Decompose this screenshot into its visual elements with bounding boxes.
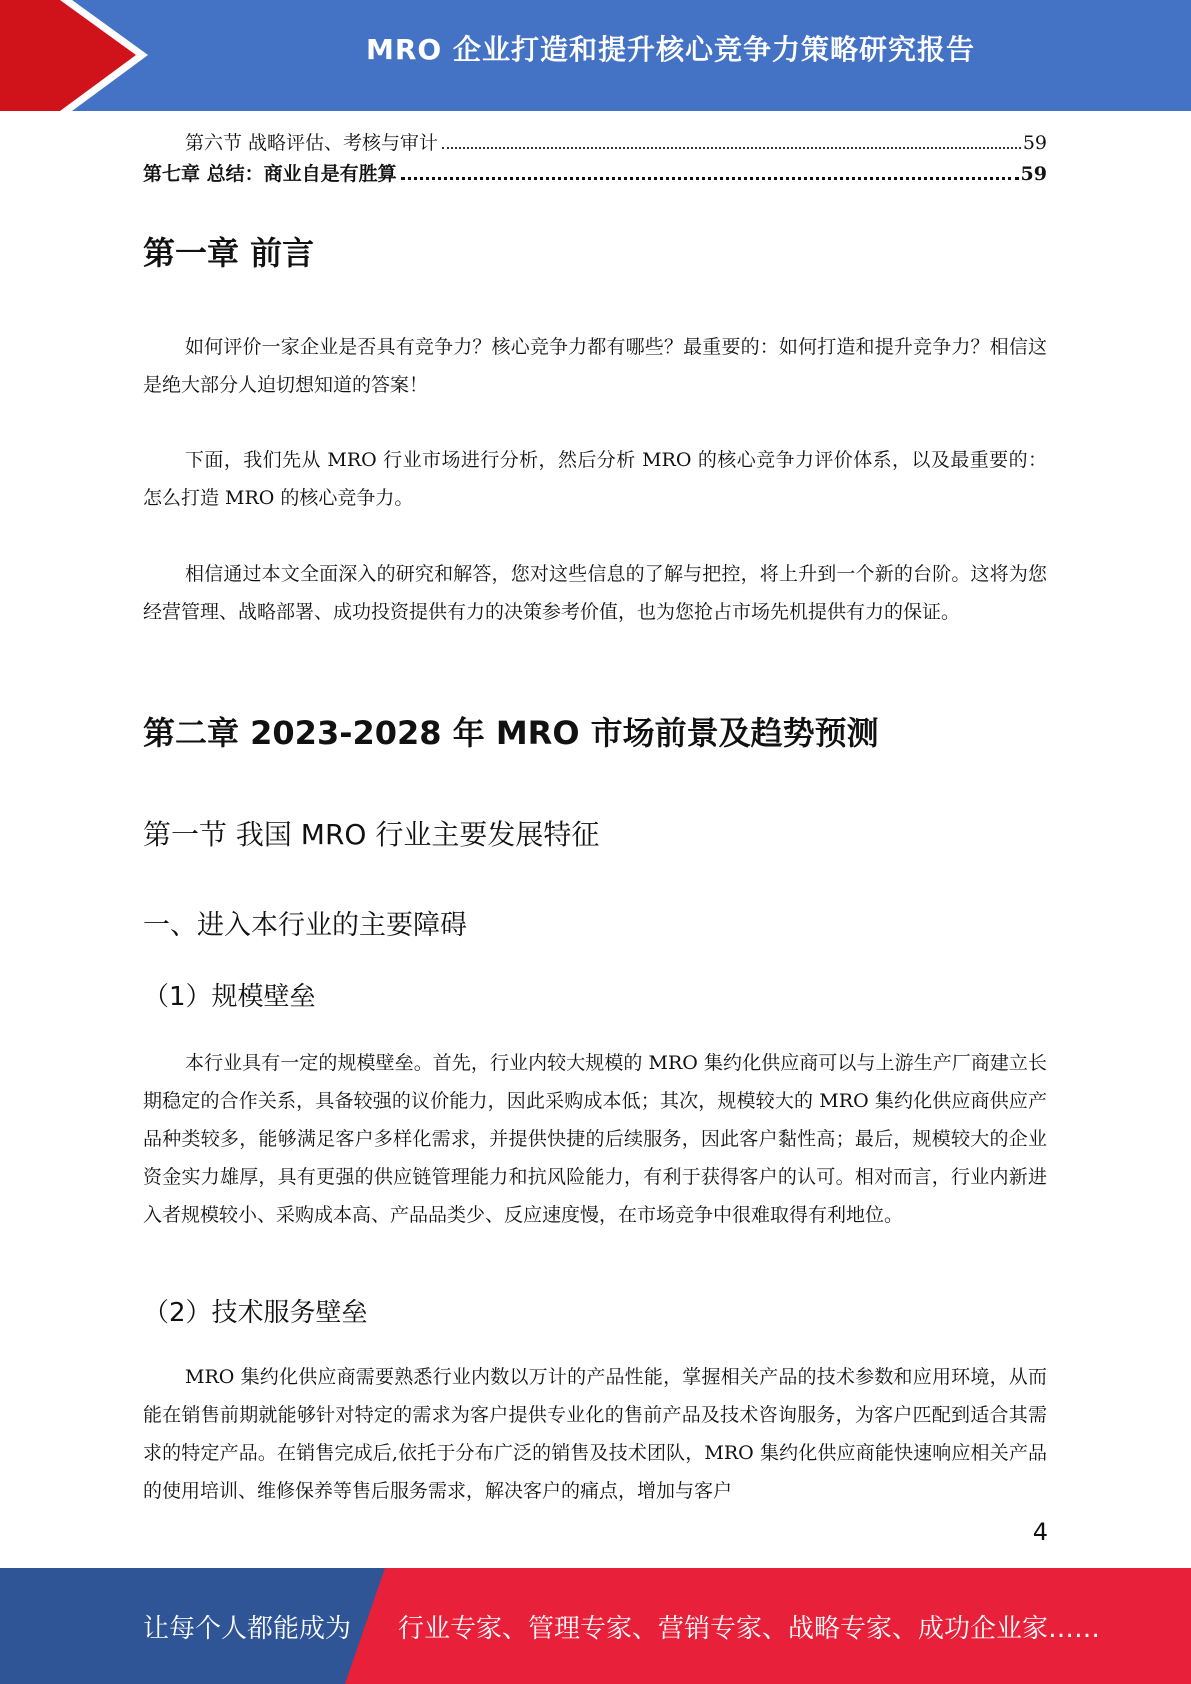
barrier2-heading: （2）技术服务壁垒 (143, 1298, 368, 1328)
chapter2-heading: 第二章 2023-2028 年 MRO 市场前景及趋势预测 (143, 714, 879, 752)
chapter1-heading: 第一章 前言 (143, 234, 315, 272)
subsection1-heading: 一、进入本行业的主要障碍 (143, 910, 467, 941)
chapter1-paragraph-3: 相信通过本文全面深入的研究和解答，您对这些信息的了解与把控，将上升到一个新的台阶。这将为您经营管理、战略部署、成功投资提供有力的决策参考价值，也为您抢占市场先机提供有力的保证。 (143, 563, 1047, 623)
report-title: MRO 企业打造和提升核心竞争力策略研究报告 (366, 33, 975, 66)
toc-entry-page: 59 (1022, 132, 1047, 154)
toc-entry-label: 第七章 总结：商业自是有胜算 (143, 163, 397, 185)
toc-entry-chapter7[interactable] (143, 162, 1047, 186)
header-band (0, 0, 1191, 111)
footer-slogan-left: 让每个人都能成为 (143, 1614, 352, 1644)
barrier1-heading: （1）规模壁垒 (143, 982, 316, 1012)
toc-entry-label: 第六节 战略评估、考核与审计 (185, 132, 439, 154)
toc-leader-dots (401, 177, 1019, 180)
footer-slogan-right: 行业专家、管理专家、营销专家、战略专家、成功企业家…… (398, 1614, 1101, 1644)
header-arrow-decoration (0, 0, 160, 111)
toc-leader-dots (442, 147, 1021, 149)
footer-band (0, 1568, 1191, 1684)
barrier2-paragraph: MRO 集约化供应商需要熟悉行业内数以万计的产品性能，掌握相关产品的技术参数和应用环境，从而能在销售前期就能够针对特定的需求为客户提供专业化的售前产品及技术咨询服务，为客户匹配到适合其需求的特定产品。在销售完成后,依托于分布广泛的销售及技术团队，MRO 集约化供应商能快速响应相关产品的使用培训、维修保养等售后服务需求，解决客户的痛点，增加与客户 (143, 1366, 1047, 1502)
toc-entry-section6[interactable] (143, 131, 1047, 155)
page-number: 4 (1032, 1518, 1048, 1546)
barrier1-paragraph: 本行业具有一定的规模壁垒。首先，行业内较大规模的 MRO 集约化供应商可以与上游生产厂商建立长期稳定的合作关系，具备较强的议价能力，因此采购成本低；其次，规模较大的 MRO 集约化供应商供应产品种类较多，能够满足客户多样化需求，并提供快捷的后续服务，因此客户黏性高；最后，规模较大的企业资金实力雄厚，具有更强的供应链管理能力和抗风险能力，有利于获得客户的认可。相对而言，行业内新进入者规模较小、采购成本高、产品品类少、反应速度慢，在市场竞争中很难取得有利地位。 (143, 1052, 1047, 1226)
section1-heading: 第一节 我国 MRO 行业主要发展特征 (143, 818, 600, 851)
chapter1-paragraph-1: 如何评价一家企业是否具有竞争力？核心竞争力都有哪些？最重要的：如何打造和提升竞争力？相信这是绝大部分人迫切想知道的答案！ (143, 336, 1047, 396)
toc-entry-page: 59 (1020, 163, 1047, 185)
chapter1-paragraph-2: 下面，我们先从 MRO 行业市场进行分析，然后分析 MRO 的核心竞争力评价体系，以及最重要的：怎么打造 MRO 的核心竞争力。 (143, 449, 1047, 509)
